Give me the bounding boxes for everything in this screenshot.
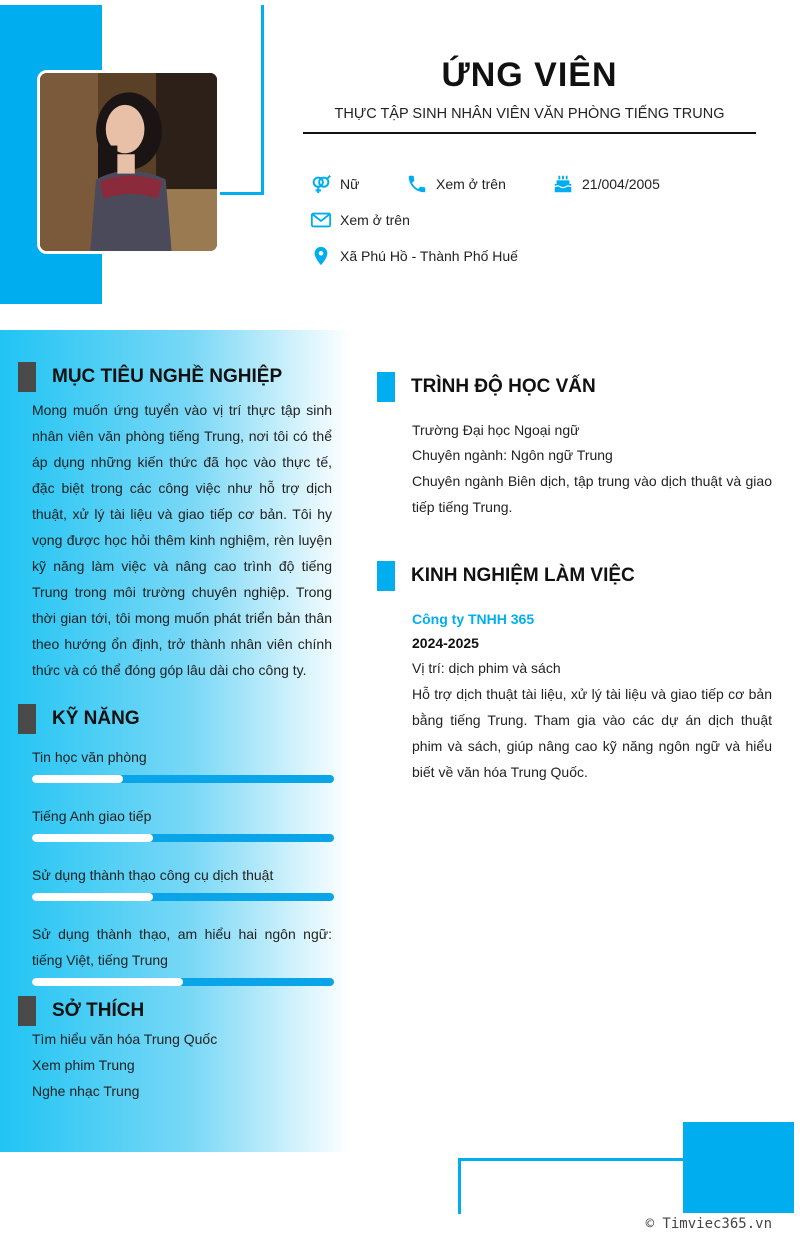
section-marker: [377, 561, 395, 591]
section-marker: [377, 372, 395, 402]
phone-icon: [406, 173, 428, 195]
skill-label: Sử dụng thành thạo công cụ dịch thuật: [32, 867, 274, 883]
experience-heading: [377, 561, 635, 591]
portrait-image: [40, 73, 217, 251]
gender-icon: [310, 173, 332, 195]
objective-title: MỤC TIÊU NGHỀ NGHIỆP: [52, 366, 283, 387]
skill-bar: [32, 834, 334, 842]
watermark: © Timviec365.vn: [645, 1216, 772, 1232]
experience-company: Công ty TNHH 365: [412, 611, 535, 627]
skill-label: Tin học văn phòng: [32, 749, 147, 765]
section-marker: [18, 704, 36, 734]
skills-title: KỸ NĂNG: [52, 708, 140, 729]
hobby-item: Nghe nhạc Trung: [32, 1083, 140, 1099]
education-specialization: Chuyên ngành Biên dịch, tập trung vào dịch thuật và giao tiếp tiếng Trung.: [412, 473, 772, 515]
skill-bar: [32, 978, 334, 986]
skill-label: Tiếng Anh giao tiếp: [32, 808, 152, 824]
education-title: TRÌNH ĐỘ HỌC VẤN: [411, 376, 596, 397]
email-value: Xem ở trên: [340, 212, 410, 228]
skill-bar: [32, 775, 334, 783]
section-marker: [18, 362, 36, 392]
section-marker: [18, 996, 36, 1026]
email-icon: [310, 209, 332, 231]
objective-text: Mong muốn ứng tuyển vào vị trí thực tập sinh nhân viên văn phòng tiếng Trung, nơi tôi có thể áp dụng những kiến thức đã học vào thực tế, đặc biệt trong các công việc như hỗ trợ dịch thuật, xử lý tài liệu và giao tiếp cơ bản. Tôi hy vọng được học hỏi thêm kinh nghiệm, rèn luyện kỹ năng làm việc và nâng cao trình độ tiếng Trung trong môi trường chuyên nghiệp. Trong thời gian tới, tôi mong muốn phát triển bản thân theo hướng ổn định, trở thành nhân viên chính thức và có thể đóng góp lâu dài cho công ty.: [32, 402, 332, 678]
hobby-item: Xem phim Trung: [32, 1057, 135, 1073]
education-heading: [377, 372, 596, 402]
experience-description: Hỗ trợ dịch thuật tài liệu, xử lý tài liệu và giao tiếp cơ bản bằng tiếng Trung. Tham gia vào các dự án dịch thuật phim và sách, giúp nâng cao kỹ năng ngôn ngữ và hiểu biết về văn hóa Trung Quốc.: [412, 686, 772, 780]
job-position: THỰC TẬP SINH NHÂN VIÊN VĂN PHÒNG TIẾNG TRUNG: [334, 106, 725, 122]
contact-gender: [310, 173, 359, 195]
birthday-value: 21/004/2005: [582, 176, 660, 192]
contact-address: [310, 245, 518, 267]
experience-role: Vị trí: dịch phim và sách: [412, 660, 561, 676]
footer-accent-frame: [458, 1158, 684, 1214]
education-school: Trường Đại học Ngoại ngữ: [412, 422, 580, 438]
hobbies-heading: [18, 996, 144, 1026]
contact-birthday: [552, 173, 660, 195]
location-pin-icon: [310, 245, 332, 267]
candidate-name: ỨNG VIÊN: [441, 56, 618, 94]
skill-bar-fill: [32, 893, 153, 901]
avatar-photo: [37, 70, 220, 254]
birthday-cake-icon: [552, 173, 574, 195]
skill-bar-fill: [32, 775, 123, 783]
skill-bar: [32, 893, 334, 901]
contact-phone: [406, 173, 506, 195]
skill-bar-fill: [32, 834, 153, 842]
experience-title: KINH NGHIỆM LÀM VIỆC: [411, 565, 635, 586]
education-major: Chuyên ngành: Ngôn ngữ Trung: [412, 447, 613, 463]
skills-heading: [18, 704, 140, 734]
gender-value: Nữ: [340, 176, 360, 192]
phone-value: Xem ở trên: [436, 176, 506, 192]
objective-heading: [18, 362, 282, 392]
skill-bar-fill: [32, 978, 183, 986]
hobby-item: Tìm hiểu văn hóa Trung Quốc: [32, 1031, 218, 1047]
skill-label: Sử dụng thành thạo, am hiểu hai ngôn ngữ: tiếng Việt, tiếng Trung: [32, 926, 332, 968]
contact-email: [310, 209, 410, 231]
hobbies-title: SỞ THÍCH: [52, 1000, 145, 1021]
footer-accent-block: [683, 1122, 794, 1213]
address-value: Xã Phú Hồ - Thành Phố Huế: [340, 248, 518, 264]
experience-period: 2024-2025: [412, 635, 479, 651]
header-divider: [303, 132, 756, 134]
